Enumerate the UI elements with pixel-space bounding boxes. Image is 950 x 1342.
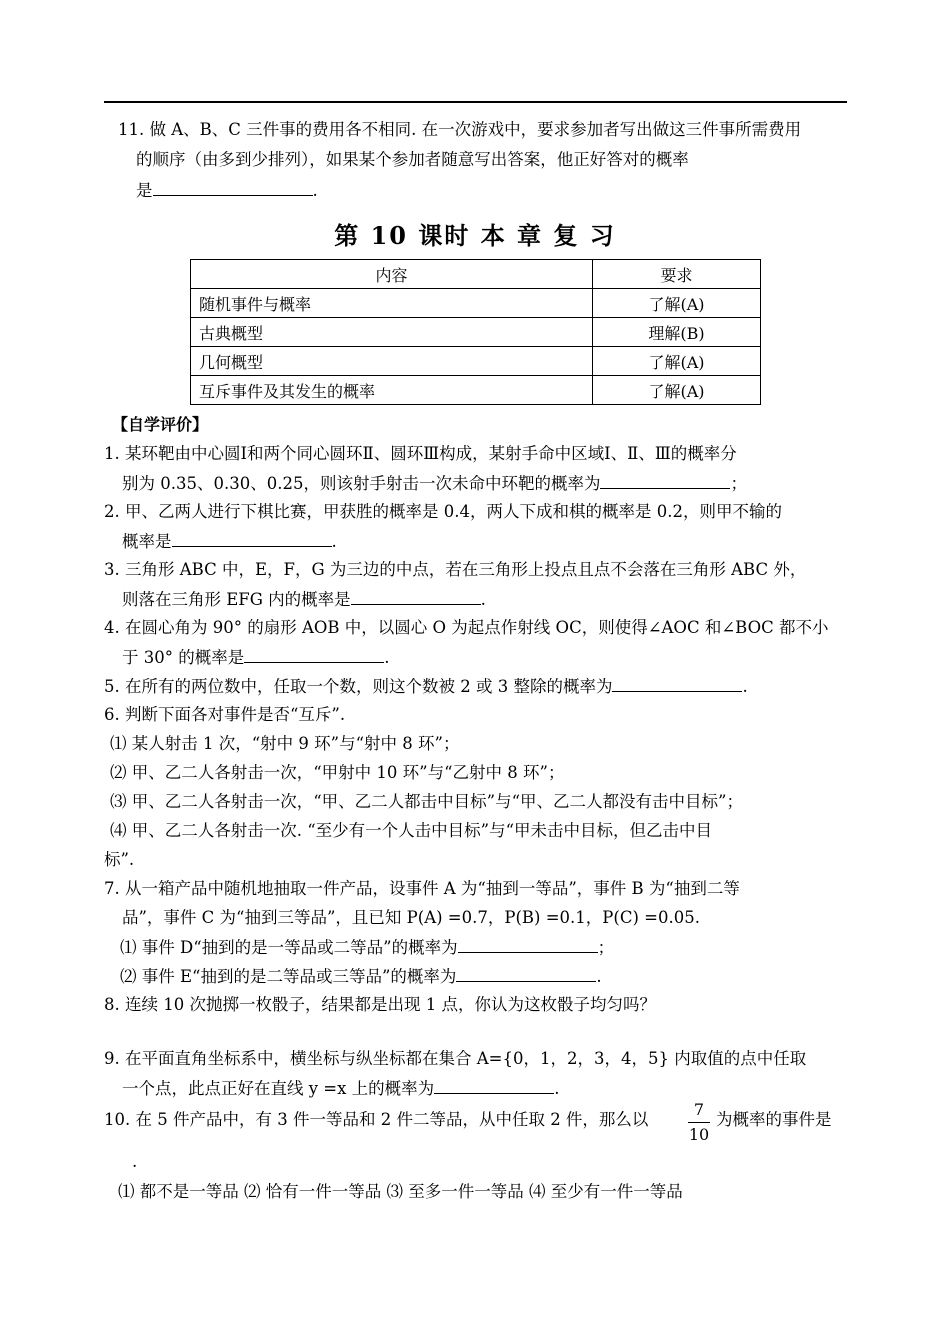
table-cell: 了解(A): [593, 347, 761, 376]
q11-line2: 的顺序（由多到少排列），如果某个参加者随意写出答案，他正好答对的概率: [136, 150, 689, 169]
q3-line2: 则落在三角形 EFG 内的概率是 .: [122, 590, 486, 609]
table-header: 内容: [191, 260, 593, 289]
answer-blank[interactable]: [456, 966, 596, 982]
answer-blank[interactable]: [434, 1078, 554, 1094]
q6-item4-cont: 标”.: [104, 850, 135, 869]
q9-line1: 9. 在平面直角坐标系中，横坐标与纵坐标都在集合 A={0，1，2，3，4，5} 内取值的点中任取: [104, 1049, 807, 1068]
table-cell: 理解(B): [593, 318, 761, 347]
q6-item1: ⑴ 某人射击 1 次，“射中 9 环”与“射中 8 环”；: [110, 734, 460, 753]
table-header: 要求: [593, 260, 761, 289]
table-row: [191, 376, 761, 405]
answer-blank[interactable]: [600, 473, 730, 489]
answer-blank[interactable]: [153, 180, 313, 196]
q3-line1: 3. 三角形 ABC 中，E，F，G 为三边的中点，若在三角形上投点且点不会落在三角形 ABC 外，: [104, 560, 807, 579]
q10-line1: 10. 在 5 件产品中，有 3 件一等品和 2 件二等品，从中任取 2 件，那么以: [104, 1110, 649, 1129]
table-header-row: [191, 260, 761, 289]
q6-item3: ⑶ 甲、乙二人各射击一次，“甲、乙二人都击中目标”与“甲、乙二人都没有击中目标”；: [110, 792, 743, 811]
q9-line2: 一个点，此点正好在直线 y =x 上的概率为 .: [122, 1079, 560, 1098]
q11-line3: 是 .: [136, 181, 318, 200]
q2-line1: 2. 甲、乙两人进行下棋比赛，甲获胜的概率是 0.4，两人下成和棋的概率是 0.2，则甲不输的: [104, 502, 782, 521]
fraction-numerator: 7: [693, 1100, 705, 1119]
q1-line1: 1. 某环靶由中心圆Ⅰ和两个同心圆环Ⅱ、圆环Ⅲ构成，某射手命中区域Ⅰ、Ⅱ、Ⅲ的概率分: [104, 444, 737, 463]
q7-part1: ⑴ 事件 D“抽到的是一等品或二等品”的概率为 ；: [120, 938, 615, 957]
q10-line1-tail: 为概率的事件是: [716, 1110, 832, 1129]
answer-blank[interactable]: [244, 647, 384, 663]
fraction-denominator: 10: [688, 1125, 710, 1144]
q5-line: 5. 在所有的两位数中，任取一个数，则这个数被 2 或 3 整除的概率为 .: [104, 677, 748, 696]
table-row: [191, 318, 761, 347]
q6-item4: ⑷ 甲、乙二人各射击一次. “至少有一个人击中目标”与“甲未击中目标，但乙击中目: [110, 821, 713, 840]
section-heading: 【自学评价】: [112, 415, 209, 434]
q6-item2: ⑵ 甲、乙二人各射击一次，“甲射中 10 环”与“乙射中 8 环”；: [110, 763, 565, 782]
table-cell: 随机事件与概率: [191, 289, 593, 318]
answer-blank[interactable]: [172, 531, 332, 547]
q8-line: 8. 连续 10 次抛掷一枚骰子，结果都是出现 1 点，你认为这枚骰子均匀吗？: [104, 995, 656, 1014]
q10-blank-dot: .: [132, 1152, 138, 1171]
q4-line2: 于 30° 的概率是 .: [122, 648, 390, 667]
q1-line2: 别为 0.35、0.30、0.25，则该射手射击一次未命中环靶的概率为 ；: [122, 474, 747, 493]
table-row: [191, 289, 761, 318]
fraction-bar: [688, 1122, 710, 1123]
answer-blank[interactable]: [458, 937, 598, 953]
q2-line2: 概率是 .: [122, 532, 337, 551]
answer-blank[interactable]: [612, 676, 742, 692]
q6-line: 6. 判断下面各对事件是否“互斥”.: [104, 705, 346, 724]
q11-line1: 11. 做 A、B、C 三件事的费用各不相同. 在一次游戏中，要求参加者写出做这三件事所需费用: [118, 120, 802, 139]
page-title: 第 10 课时 本 章 复 习: [334, 221, 616, 250]
fraction: [688, 1100, 710, 1145]
table-cell: 古典概型: [191, 318, 593, 347]
requirements-table: [190, 259, 761, 405]
header-rule: [104, 101, 847, 103]
table-cell: 几何概型: [191, 347, 593, 376]
answer-blank[interactable]: [351, 589, 481, 605]
q7-line1: 7. 从一箱产品中随机地抽取一件产品，设事件 A 为“抽到一等品”，事件 B 为“抽到二等: [104, 879, 740, 898]
q7-part2: ⑵ 事件 E“抽到的是二等品或三等品”的概率为 .: [120, 967, 602, 986]
q4-line1: 4. 在圆心角为 90° 的扇形 AOB 中，以圆心 O 为起点作射线 OC，则使得∠AOC 和∠BOC 都不小: [104, 618, 829, 637]
table-cell: 了解(A): [593, 289, 761, 318]
q10-options: ⑴ 都不是一等品 ⑵ 恰有一件一等品 ⑶ 至多一件一等品 ⑷ 至少有一件一等品: [118, 1182, 683, 1201]
q7-line2: 品”，事件 C 为“抽到三等品”，且已知 P(A) =0.7，P(B) =0.1，P(C) =0.05.: [122, 908, 700, 927]
table-cell: 互斥事件及其发生的概率: [191, 376, 593, 405]
table-row: [191, 347, 761, 376]
table-cell: 了解(A): [593, 376, 761, 405]
